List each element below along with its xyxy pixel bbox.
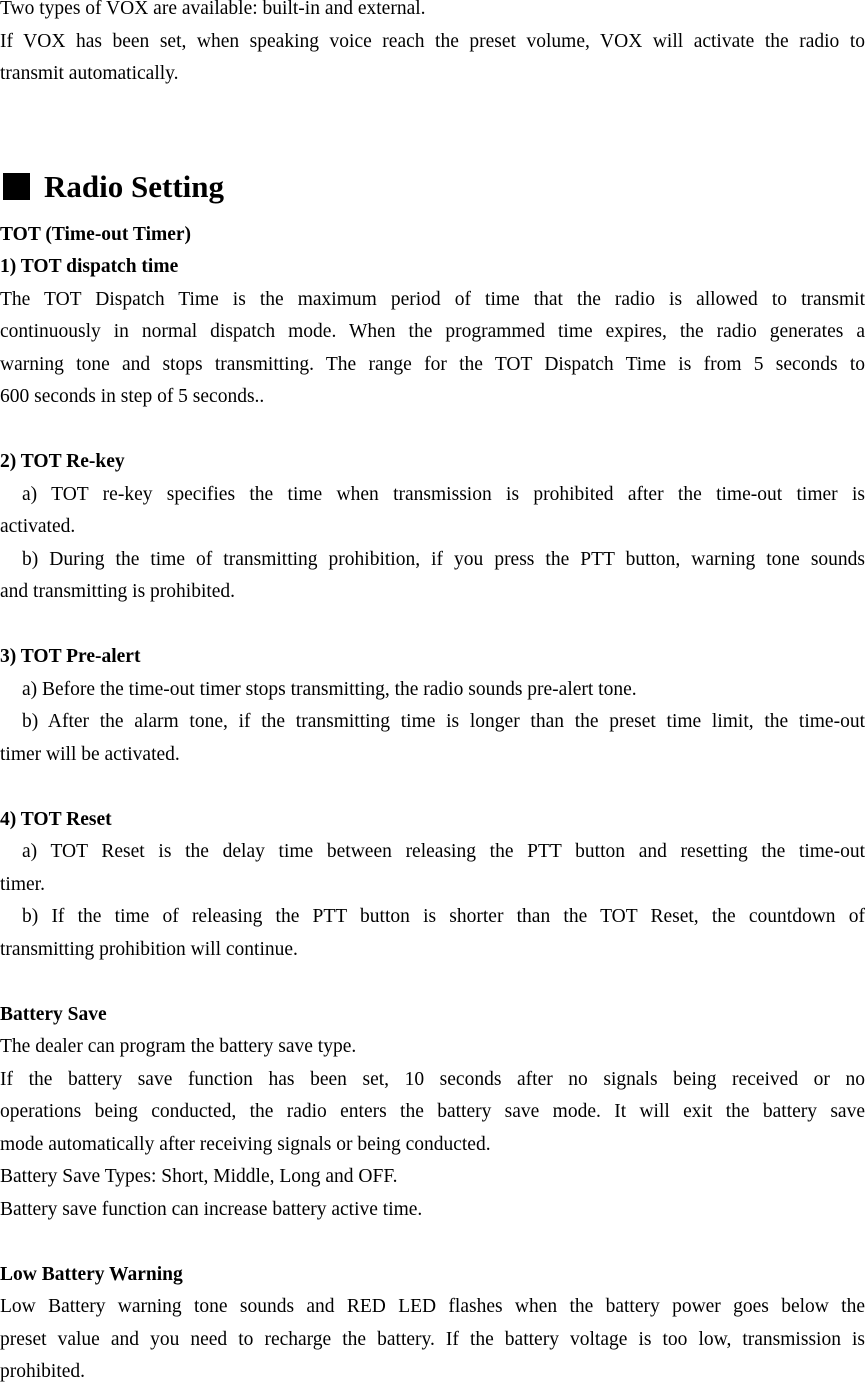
intro-line: transmit automatically. <box>0 63 179 84</box>
section-title <box>0 167 865 207</box>
spacer <box>0 91 865 167</box>
paragraph-line: a) TOT Reset is the delay time between releasing the PTT button and resetting the time-out <box>22 841 865 862</box>
paragraph-line: Low Battery warning tone sounds and RED LED flashes when the battery power goes below the <box>0 1296 865 1317</box>
paragraph-line: transmitting prohibition will continue. <box>0 938 298 960</box>
paragraph-line: mode automatically after receiving signals or being conducted. <box>0 1133 491 1155</box>
section-title-text: Radio Setting <box>44 168 224 204</box>
tot-heading: TOT (Time-out Timer) <box>0 223 192 245</box>
paragraph-line: prohibited. <box>0 1361 86 1382</box>
low-battery-heading: Low Battery Warning <box>0 1263 183 1285</box>
tot-prealert-heading: 3) TOT Pre-alert <box>0 646 141 667</box>
paragraph-line: If the battery save function has been set, 10 seconds after no signals being received or no <box>0 1068 865 1090</box>
paragraph-line: operations being conducted, the radio enters the battery save mode. It will exit the battery save <box>0 1101 865 1122</box>
paragraph-line: Battery Save Types: Short, Middle, Long and OFF. <box>0 1166 398 1187</box>
paragraph-line: Battery save function can increase battery active time. <box>0 1198 423 1220</box>
paragraph-line: a) Before the time-out timer stops transmitting, the radio sounds pre-alert tone. <box>22 678 637 700</box>
paragraph-line: activated. <box>0 516 76 537</box>
paragraph-line: preset value and you need to recharge the battery. If the battery voltage is too low, transmission is <box>0 1328 865 1350</box>
paragraph-line: and transmitting is prohibited. <box>0 581 236 602</box>
paragraph-line: b) If the time of releasing the PTT button is shorter than the TOT Reset, the countdown of <box>22 906 865 927</box>
paragraph-line: 600 seconds in step of 5 seconds.. <box>0 386 265 407</box>
paragraph-line: The TOT Dispatch Time is the maximum period of time that the radio is allowed to transmit <box>0 288 865 310</box>
paragraph-line: b) After the alarm tone, if the transmitting time is longer than the preset time limit, the time-out <box>22 711 865 732</box>
battery-save-heading: Battery Save <box>0 1003 107 1025</box>
paragraph-line: a) TOT re-key specifies the time when transmission is prohibited after the time-out timer is <box>22 483 865 505</box>
paragraph-line: warning tone and stops transmitting. The range for the TOT Dispatch Time is from 5 seconds to <box>0 353 865 375</box>
intro-line: Two types of VOX are available: built-in and external. <box>0 0 426 19</box>
tot-dispatch-heading: 1) TOT dispatch time <box>0 256 179 277</box>
black-square-icon <box>3 173 30 200</box>
paragraph-line: b) During the time of transmitting prohibition, if you press the PTT button, warning tone sounds <box>22 548 865 570</box>
tot-rekey-heading: 2) TOT Re-key <box>0 451 125 472</box>
paragraph-line: timer will be activated. <box>0 743 180 765</box>
paragraph-line: The dealer can program the battery save type. <box>0 1036 357 1057</box>
tot-reset-heading: 4) TOT Reset <box>0 808 112 830</box>
paragraph-line: continuously in normal dispatch mode. When the programmed time expires, the radio generates a <box>0 321 865 342</box>
intro-line: If VOX has been set, when speaking voice reach the preset volume, VOX will activate the radio to <box>0 30 865 52</box>
paragraph-line: timer. <box>0 873 45 895</box>
